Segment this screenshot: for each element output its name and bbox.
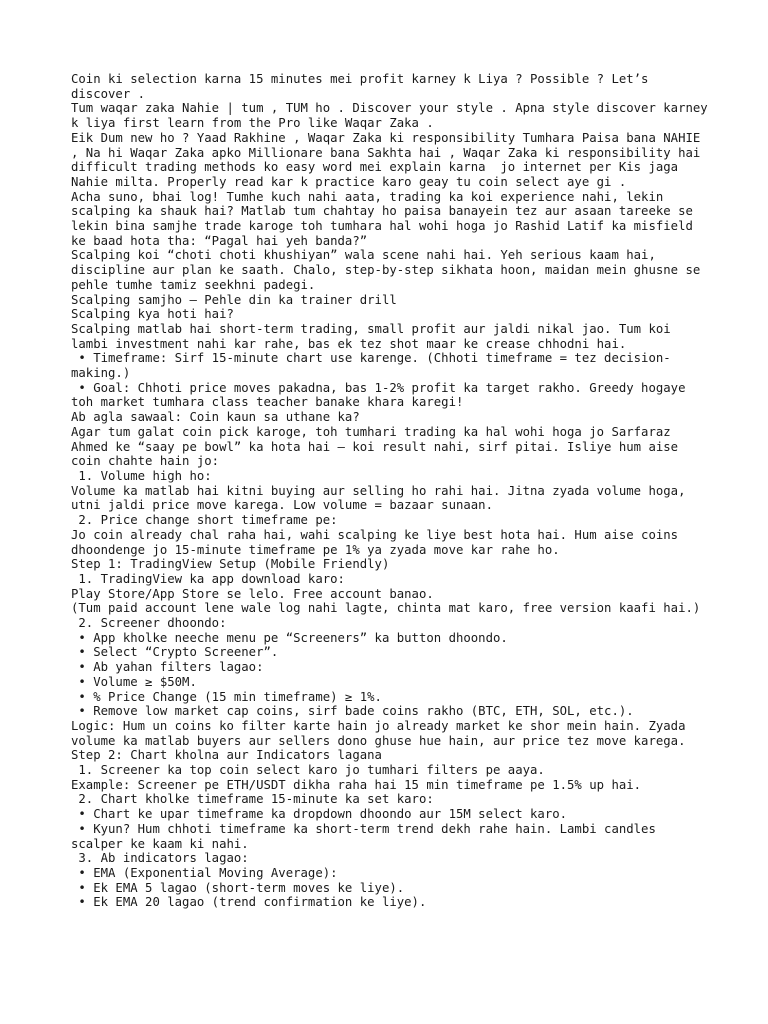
list-item-volume-high: 1. Volume high ho: <box>71 468 212 483</box>
heading-coin-question: Ab agla sawaal: Coin kaun sa uthane ka? <box>71 410 360 425</box>
bullet-screeners-button: • App kholke neeche menu pe “Screeners” ka button dhoondo. <box>71 630 508 645</box>
paragraph-play-store: Play Store/App Store se lelo. Free account banao. <box>71 586 434 601</box>
paragraph-galat-coin: Agar tum galat coin pick karoge, toh tumhari trading ka hal wohi hoga jo Sarfaraz Ahmed ke “saay pe bowl” ka hota hai – koi result nahi, sirf pitai. Isliye hum aise coin chahte hain jo: <box>71 424 686 469</box>
bullet-ema-5: • Ek EMA 5 lagao (short-term moves ke liye). <box>71 880 405 895</box>
paragraph-paid-account: (Tum paid account lene wale log nahi lagte, chinta mat karo, free version kaafi hai.) <box>71 601 701 616</box>
list-item-tradingview-download: 1. TradingView ka app download karo: <box>71 571 345 586</box>
paragraph-scalping-definition: Scalping matlab hai short-term trading, small profit aur jaldi nikal jao. Tum koi lambi investment nahi kar rahe, bas ek tez shot maar ke crease chhodni hai. <box>71 321 679 351</box>
list-item-price-change: 2. Price change short timeframe pe: <box>71 513 338 528</box>
list-item-chart-timeframe: 2. Chart kholke timeframe 15-minute ka set karo: <box>71 792 434 807</box>
paragraph-scalping-serious: Scalping koi “choti choti khushiyan” wala scene nahi hai. Yeh serious kaam hai, discipline aur plan ke saath. Chalo, step-by-step sikhata hoon, maidan mein ghusne se pehle tumhe tamiz seekhni padegi. <box>71 248 708 292</box>
list-item-top-coin: 1. Screener ka top coin select karo jo tumhari filters pe aaya. <box>71 763 545 778</box>
heading-step-1: Step 1: TradingView Setup (Mobile Friendly) <box>71 557 390 572</box>
bullet-ema: • EMA (Exponential Moving Average): <box>71 865 338 880</box>
paragraph-intro-question: Coin ki selection karna 15 minutes mei profit karney k Liya ? Possible ? Let’s discover . <box>71 72 656 101</box>
paragraph-price-change: Jo coin already chal raha hai, wahi scalping ke liye best hota hai. Hum aise coins dhoondenge jo 15-minute timeframe pe 1% ya zyada move kar rahe ho. <box>71 527 686 557</box>
paragraph-volume: Volume ka matlab hai kitni buying aur selling ho rahi hai. Jitna zyada volume hoga, utni jaldi price move karega. Low volume = bazaar sunaan. <box>71 483 693 513</box>
list-item-indicators: 3. Ab indicators lagao: <box>71 851 249 866</box>
heading-step-2: Step 2: Chart kholna aur Indicators lagana <box>71 748 382 763</box>
heading-trainer-drill: Scalping samjho – Pehle din ka trainer drill <box>71 292 397 307</box>
paragraph-responsibility: Eik Dum new ho ? Yaad Rakhine , Waqar Zaka ki responsibility Tumhara Paisa bana NAHIE , Na hi Waqar Zaka apko Millionare bana Sakhta hai , Waqar Zaka ki responsibility hai difficult trading methods ko easy word mei explain karna jo internet per Kis jaga Nahie milta. Properly read kar k practice karo geay tu coin select aye gi . <box>71 130 708 189</box>
bullet-crypto-screener: • Select “Crypto Screener”. <box>71 645 279 660</box>
bullet-dropdown: • Chart ke upar timeframe ka dropdown dhoondo aur 15M select karo. <box>71 807 568 822</box>
paragraph-example: Example: Screener pe ETH/USDT dikha raha hai 15 min timeframe pe 1.5% up hai. <box>71 777 642 792</box>
bullet-price-change-filter: • % Price Change (15 min timeframe) ≥ 1%. <box>71 689 382 704</box>
bullet-timeframe: • Timeframe: Sirf 15-minute chart use karenge. (Chhoti timeframe = tez decision-making.) <box>71 351 671 381</box>
bullet-kyun: • Kyun? Hum chhoti timeframe ka short-term trend dekh rahe hain. Lambi candles scalper ke kaam ki nahi. <box>71 821 664 851</box>
list-item-screener: 2. Screener dhoondo: <box>71 616 227 631</box>
paragraph-style: Tum waqar zaka Nahie | tum , TUM ho . Discover your style . Apna style discover karney k liya first learn from the Pro like Waqar Zaka . <box>71 101 716 131</box>
bullet-ema-20: • Ek EMA 20 lagao (trend confirmation ke liye). <box>71 895 427 910</box>
paragraph-logic: Logic: Hum un coins ko filter karte hain jo already market ke shor mein hain. Zyada volume ka matlab buyers aur sellers dono ghuse hue hain, aur price tez move karega. <box>71 718 693 748</box>
bullet-filters: • Ab yahan filters lagao: <box>71 660 264 675</box>
bullet-remove-low-cap: • Remove low market cap coins, sirf bade coins rakho (BTC, ETH, SOL, etc.). <box>71 704 634 719</box>
bullet-volume-filter: • Volume ≥ $50M. <box>71 674 197 689</box>
document-body <box>71 72 716 910</box>
heading-scalping-kya: Scalping kya hoti hai? <box>71 307 234 322</box>
bullet-goal: • Goal: Chhoti price moves pakadna, bas 1-2% profit ka target rakho. Greedy hogaye toh market tumhara class teacher banake khara karegi! <box>71 380 693 410</box>
paragraph-acha-suno: Acha suno, bhai log! Tumhe kuch nahi aata, trading ka koi experience nahi, lekin scalping ka shauk hai? Matlab tum chahtay ho paisa banayein tez aur asaan tareeke se lekin bina samjhe trade karoge toh tumhara hal wohi hoga jo Rashid Latif ka misfield ke baad hota tha: “Pagal hai yeh banda?” <box>71 189 701 248</box>
